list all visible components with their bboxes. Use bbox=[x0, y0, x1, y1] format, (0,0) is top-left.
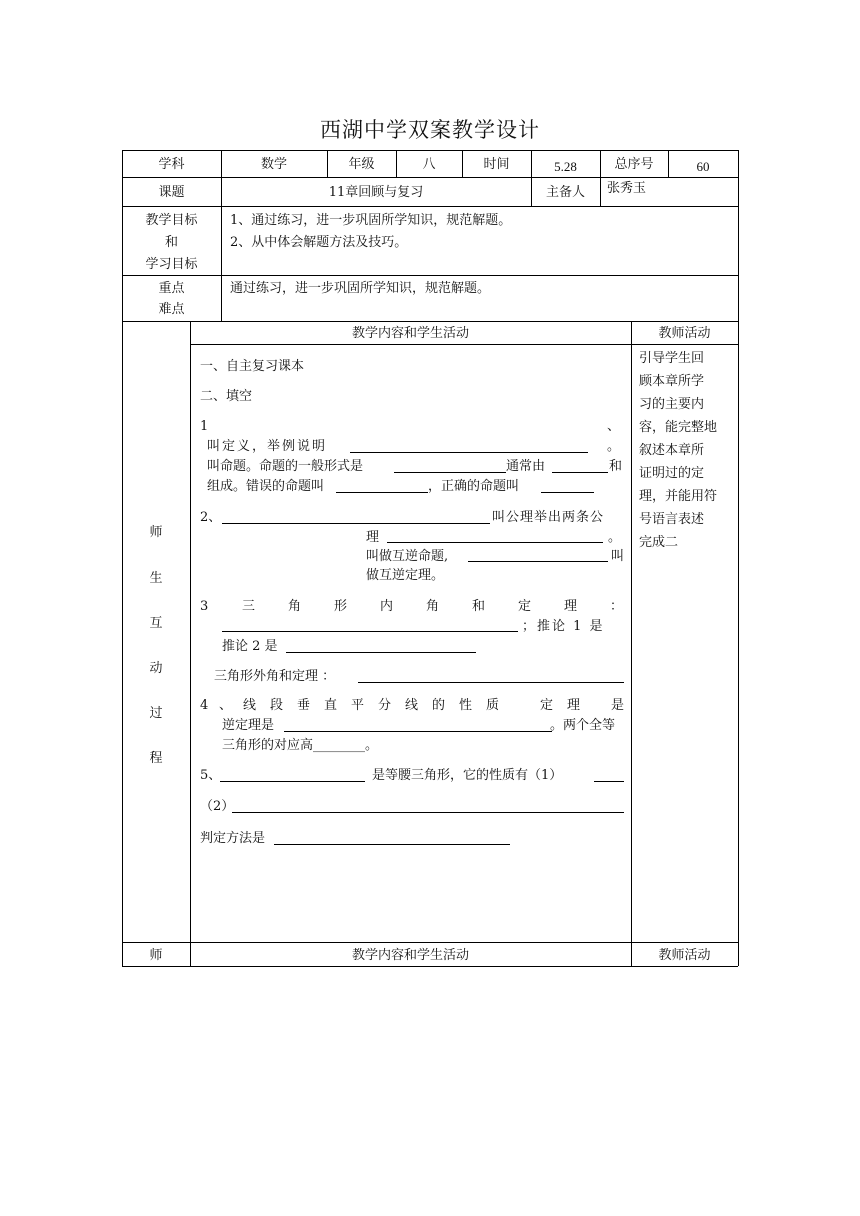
key-label-1: 重点 bbox=[158, 281, 185, 296]
key-text: 通过练习，进一步巩固所学知识，规范解题。 bbox=[230, 281, 491, 296]
goals-label-3: 学习目标 bbox=[145, 257, 198, 272]
side-char: 动 bbox=[149, 661, 163, 676]
side-char: 生 bbox=[149, 571, 163, 586]
topic-label: 课题 bbox=[158, 185, 185, 200]
time-label: 时间 bbox=[483, 157, 510, 172]
topic-value: 11章回顾与复习 bbox=[328, 185, 424, 200]
key-label-2: 难点 bbox=[158, 302, 185, 317]
side-char: 过 bbox=[149, 706, 163, 721]
content-column-header: 教学内容和学生活动 bbox=[351, 326, 469, 341]
goals-line-1: 1、通过练习，进一步巩固所学知识，规范解题。 bbox=[230, 213, 512, 228]
footer-content-header: 教学内容和学生活动 bbox=[351, 948, 469, 963]
side-char: 师 bbox=[149, 525, 163, 540]
time-value: 5.28 bbox=[554, 159, 577, 174]
goals-label-1: 教学目标 bbox=[145, 213, 198, 228]
seq-label: 总序号 bbox=[614, 157, 654, 172]
section-2: 二、填空 bbox=[200, 389, 253, 404]
preparer-value: 张秀玉 bbox=[607, 181, 647, 196]
footer-left: 师 bbox=[149, 948, 163, 963]
footer-teacher-header: 教师活动 bbox=[658, 948, 711, 963]
grade-value: 八 bbox=[422, 157, 436, 172]
seq-value: 60 bbox=[696, 159, 710, 174]
grade-label: 年级 bbox=[348, 157, 375, 172]
subject-label: 学科 bbox=[158, 157, 185, 172]
goals-line-2: 2、从中体会解题方法及技巧。 bbox=[230, 235, 408, 250]
preparer-label: 主备人 bbox=[545, 185, 585, 200]
section-1: 一、自主复习课本 bbox=[200, 359, 305, 374]
goals-label-2: 和 bbox=[164, 235, 178, 250]
side-char: 程 bbox=[149, 751, 163, 766]
subject-value: 数学 bbox=[260, 157, 287, 172]
document-title: 西湖中学双案教学设计 bbox=[320, 118, 540, 142]
teacher-column-header: 教师活动 bbox=[658, 326, 711, 341]
side-char: 互 bbox=[149, 616, 163, 631]
